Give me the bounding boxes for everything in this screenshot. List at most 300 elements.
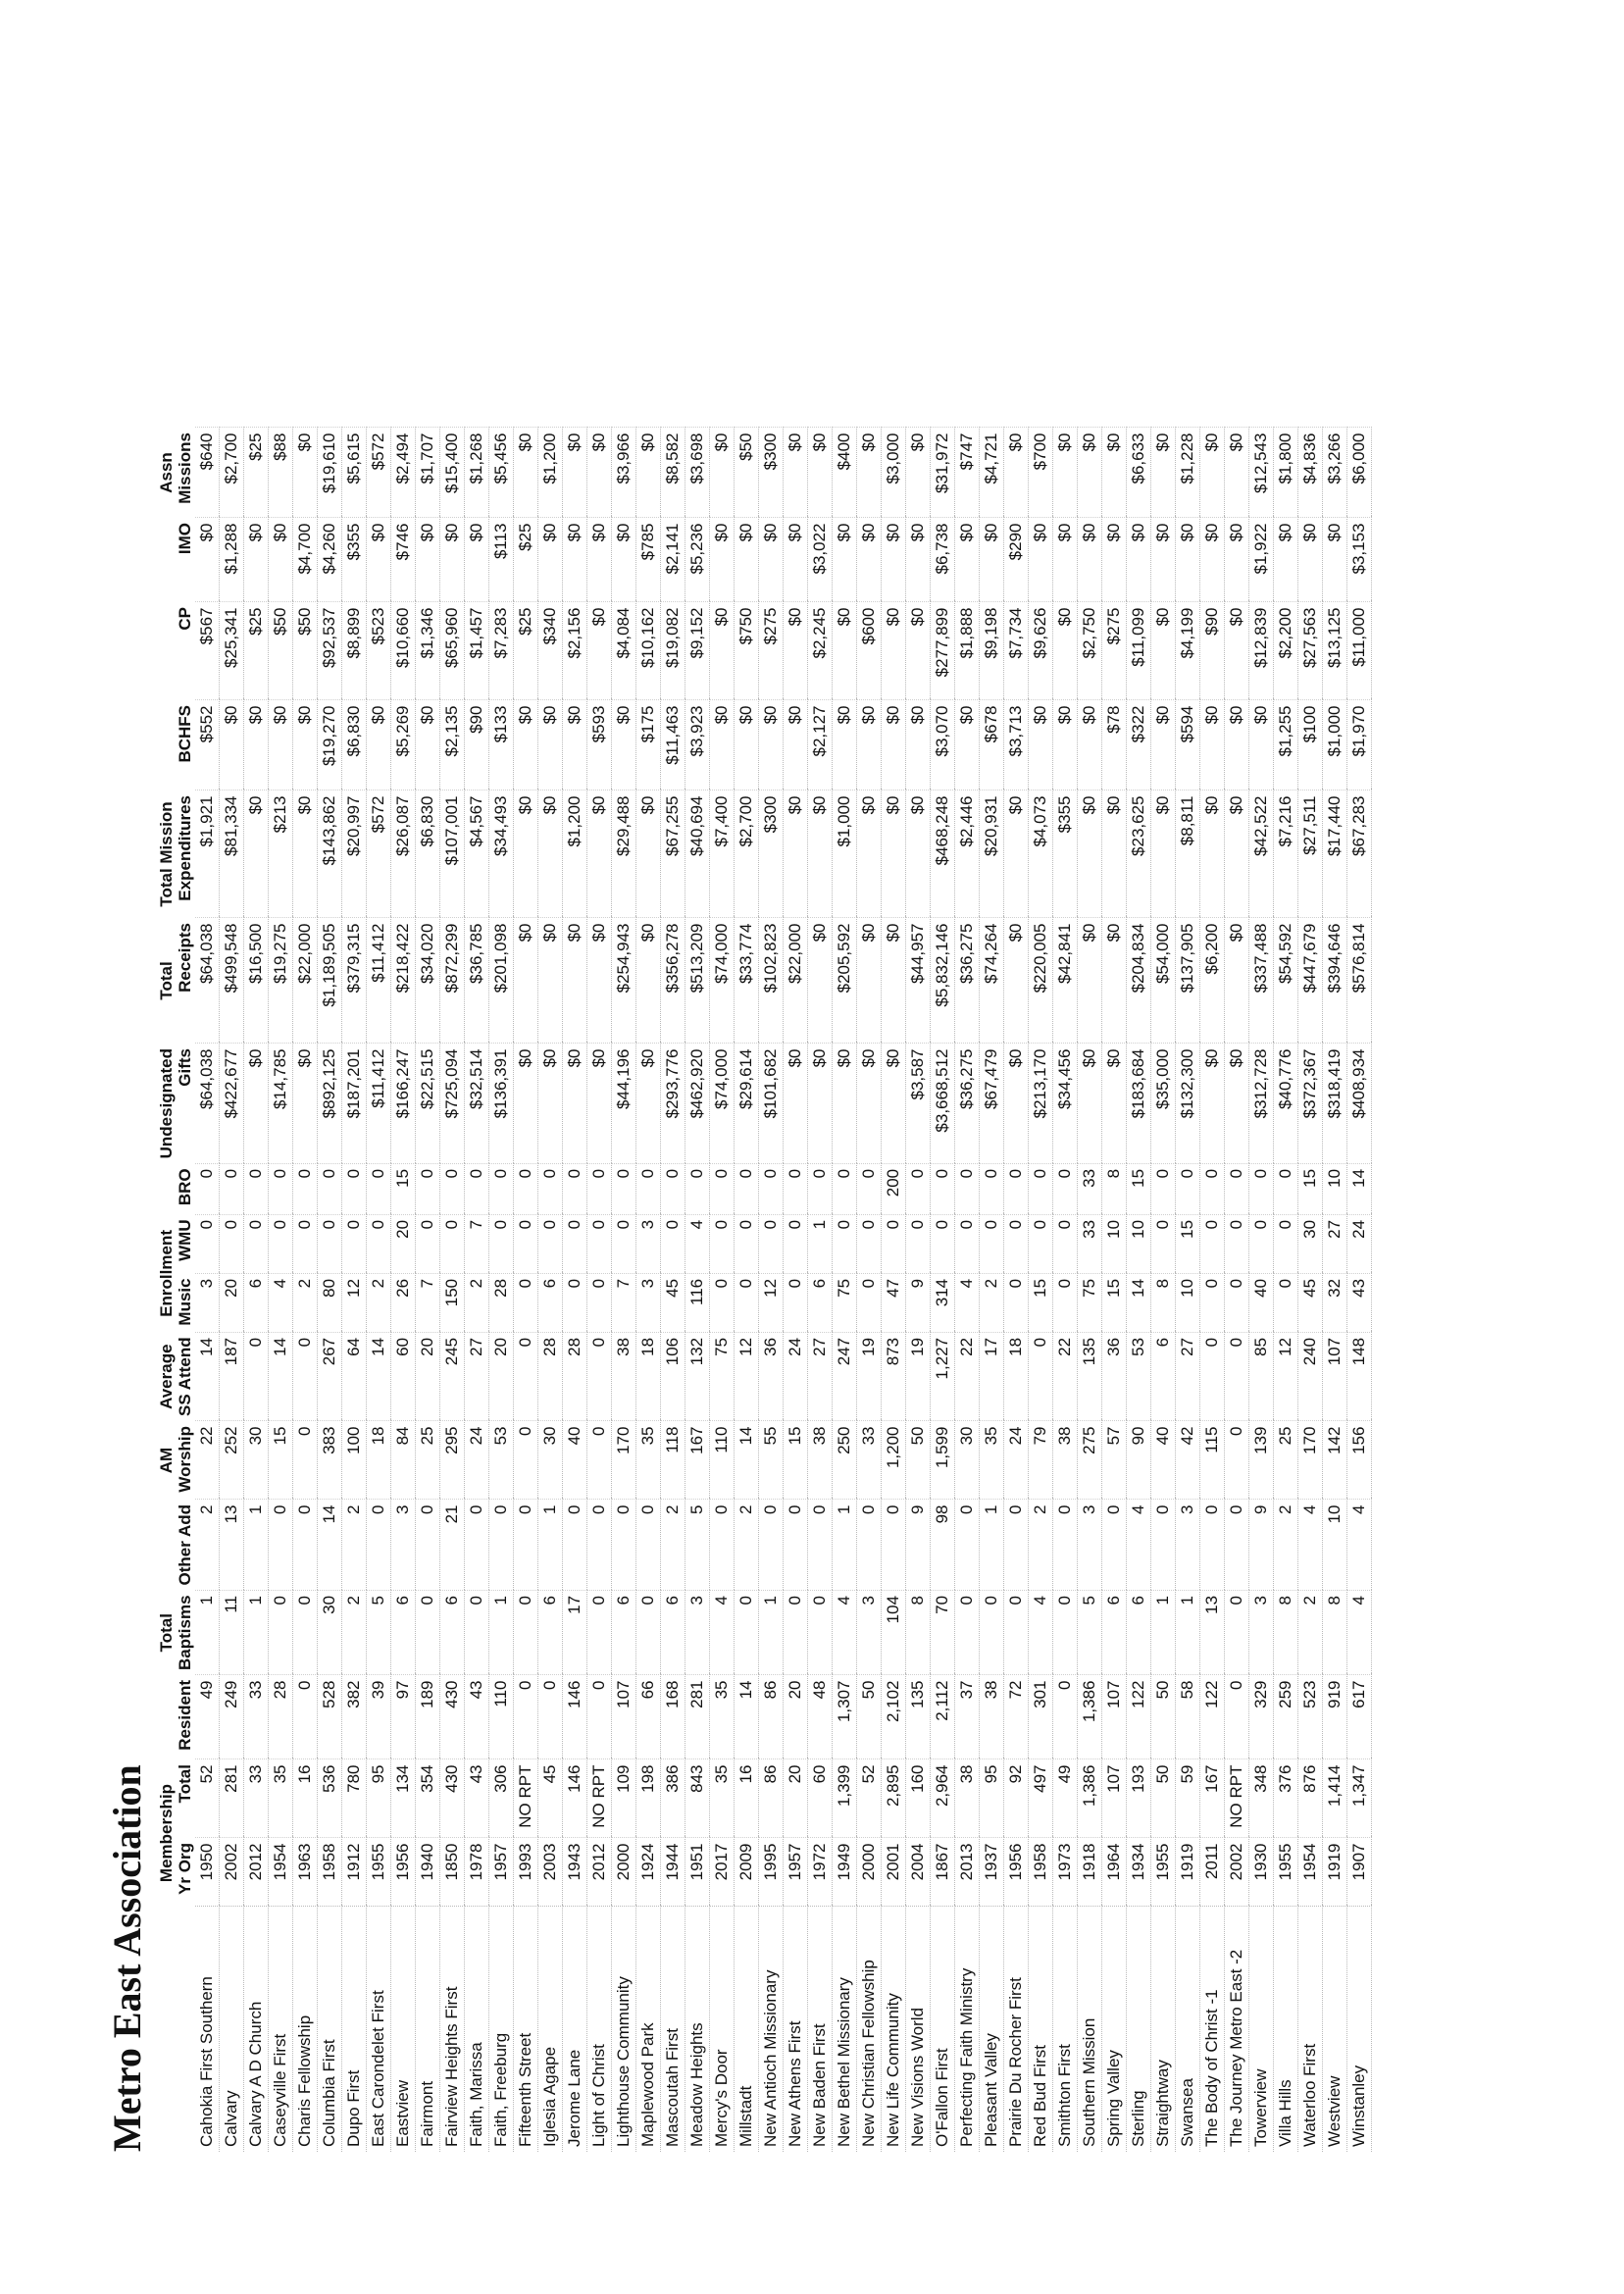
- table-cell: 168: [661, 1675, 685, 1759]
- table-cell: $25: [244, 428, 269, 518]
- table-cell: $0: [244, 700, 269, 790]
- table-cell: $0: [293, 428, 318, 518]
- table-cell: 0: [1200, 1214, 1225, 1273]
- table-cell: $0: [710, 428, 735, 518]
- table-cell: $0: [514, 918, 538, 1044]
- table-cell: 86: [759, 1759, 784, 1838]
- table-cell: $213,170: [1029, 1044, 1053, 1163]
- table-cell: 1940: [416, 1838, 440, 1907]
- table-cell: $0: [587, 428, 612, 518]
- church-name-cell: Iglesia Agape: [538, 1907, 563, 2152]
- table-cell: 189: [416, 1675, 440, 1759]
- table-cell: $33,774: [735, 918, 759, 1044]
- table-cell: $300: [759, 428, 784, 518]
- table-cell: 0: [1004, 1273, 1029, 1332]
- table-cell: 0: [269, 1214, 293, 1273]
- table-row: [367, 428, 391, 2152]
- table-cell: 6: [440, 1590, 465, 1675]
- church-name-cell: Faith, Marissa: [465, 1907, 489, 2152]
- table-cell: $275: [759, 602, 784, 700]
- table-cell: 0: [587, 1273, 612, 1332]
- table-cell: 383: [318, 1421, 342, 1500]
- table-cell: 0: [269, 1500, 293, 1590]
- table-cell: $0: [1249, 700, 1274, 790]
- table-cell: $0: [612, 700, 636, 790]
- table-cell: 1973: [1053, 1838, 1078, 1907]
- table-cell: 376: [1274, 1759, 1298, 1838]
- table-cell: $36,275: [955, 918, 980, 1044]
- table-cell: 53: [1127, 1332, 1151, 1421]
- table-row: [1298, 428, 1323, 2152]
- column-header-row: [176, 428, 195, 2152]
- table-cell: $3,923: [685, 700, 710, 790]
- table-cell: $0: [735, 700, 759, 790]
- table-cell: 27: [465, 1332, 489, 1421]
- table-cell: $0: [784, 1044, 808, 1163]
- column-header: SS Attend: [176, 1337, 194, 1416]
- table-cell: 0: [1274, 1273, 1298, 1332]
- table-cell: 0: [1053, 1214, 1078, 1273]
- table-cell: $0: [465, 518, 489, 602]
- table-cell: 0: [636, 1500, 661, 1590]
- table-cell: 33: [857, 1421, 882, 1500]
- table-cell: 37: [955, 1675, 980, 1759]
- table-cell: 0: [220, 1163, 244, 1214]
- table-cell: $6,830: [342, 700, 367, 790]
- table-cell: 85: [1249, 1332, 1274, 1421]
- table-cell: 12: [1274, 1332, 1298, 1421]
- church-name-cell: Waterloo First: [1298, 1907, 1323, 2152]
- church-name-cell: Calvary A D Church: [244, 1907, 269, 2152]
- table-cell: $275: [1102, 602, 1127, 700]
- table-cell: $22,000: [293, 918, 318, 1044]
- table-cell: $2,446: [955, 790, 980, 918]
- table-cell: 1978: [465, 1838, 489, 1907]
- table-cell: $3,668,512: [931, 1044, 955, 1163]
- table-cell: 2: [735, 1500, 759, 1590]
- table-cell: 24: [1347, 1214, 1372, 1273]
- table-cell: $0: [808, 918, 833, 1044]
- column-header: [176, 1907, 195, 2152]
- table-cell: 167: [1200, 1759, 1225, 1838]
- table-cell: 9: [906, 1273, 931, 1332]
- table-cell: $107,001: [440, 790, 465, 918]
- table-cell: 348: [1249, 1759, 1274, 1838]
- table-cell: $44,196: [612, 1044, 636, 1163]
- table-cell: $422,677: [220, 1044, 244, 1163]
- table-cell: $22,000: [784, 918, 808, 1044]
- table-cell: 1,347: [1347, 1759, 1372, 1838]
- table-cell: 9: [1249, 1500, 1274, 1590]
- table-cell: 252: [220, 1421, 244, 1500]
- table-cell: $27,563: [1298, 602, 1323, 700]
- total-mission-group-header: Total Mission: [157, 801, 176, 907]
- table-cell: $0: [882, 918, 906, 1044]
- table-cell: $4,260: [318, 518, 342, 602]
- table-cell: $1,228: [1176, 428, 1200, 518]
- table-cell: 5: [685, 1500, 710, 1590]
- table-cell: $78: [1102, 700, 1127, 790]
- table-cell: 132: [685, 1332, 710, 1421]
- table-row: [1004, 428, 1029, 2152]
- table-cell: $0: [244, 1044, 269, 1163]
- table-cell: 0: [931, 1214, 955, 1273]
- table-row: [1249, 428, 1274, 2152]
- table-cell: 3: [636, 1214, 661, 1273]
- table-cell: 0: [685, 1163, 710, 1214]
- table-cell: $1,000: [1323, 700, 1347, 790]
- column-header: Other Add: [176, 1504, 194, 1586]
- table-cell: 0: [833, 1214, 857, 1273]
- table-cell: 0: [1004, 1500, 1029, 1590]
- table-cell: 0: [612, 1163, 636, 1214]
- table-cell: $0: [1029, 518, 1053, 602]
- table-cell: 0: [735, 1163, 759, 1214]
- table-cell: 0: [735, 1590, 759, 1675]
- church-name-cell: The Body of Christ -1: [1200, 1907, 1225, 2152]
- table-cell: $0: [636, 428, 661, 518]
- table-cell: $44,957: [906, 918, 931, 1044]
- table-cell: $2,494: [391, 428, 416, 518]
- table-cell: 24: [465, 1421, 489, 1500]
- table-cell: $12,839: [1249, 602, 1274, 700]
- table-cell: 1958: [1029, 1838, 1053, 1907]
- table-cell: 110: [489, 1675, 514, 1759]
- table-cell: $1,189,505: [318, 918, 342, 1044]
- table-cell: 122: [1200, 1675, 1225, 1759]
- table-cell: $3,153: [1347, 518, 1372, 602]
- table-cell: $0: [563, 428, 587, 518]
- table-cell: 0: [636, 1163, 661, 1214]
- table-cell: $133: [489, 700, 514, 790]
- table-cell: 1,307: [833, 1675, 857, 1759]
- table-cell: 2004: [906, 1838, 931, 1907]
- table-cell: 15: [269, 1421, 293, 1500]
- table-cell: 8: [906, 1590, 931, 1675]
- table-cell: 536: [318, 1759, 342, 1838]
- table-cell: $0: [833, 1044, 857, 1163]
- table-cell: 0: [955, 1500, 980, 1590]
- table-row: [293, 428, 318, 2152]
- table-cell: 1964: [1102, 1838, 1127, 1907]
- table-cell: 135: [1078, 1332, 1102, 1421]
- table-cell: $0: [416, 700, 440, 790]
- table-cell: $290: [1004, 518, 1029, 602]
- table-cell: 22: [195, 1421, 220, 1500]
- total-receipts-group-header: Total: [157, 961, 176, 1000]
- table-cell: 15: [391, 1163, 416, 1214]
- table-cell: 0: [514, 1332, 538, 1421]
- table-cell: $0: [808, 1044, 833, 1163]
- table-row: [1323, 428, 1347, 2152]
- table-cell: 35: [710, 1675, 735, 1759]
- table-cell: 18: [367, 1421, 391, 1500]
- table-cell: $394,646: [1323, 918, 1347, 1044]
- table-cell: $0: [882, 602, 906, 700]
- column-header: IMO: [176, 522, 194, 555]
- table-cell: 75: [710, 1332, 735, 1421]
- table-cell: 0: [1274, 1214, 1298, 1273]
- column-header: Music: [176, 1278, 194, 1326]
- column-header: BCHFS: [176, 704, 194, 763]
- table-cell: 0: [587, 1163, 612, 1214]
- table-cell: $0: [833, 700, 857, 790]
- table-cell: 0: [1053, 1273, 1078, 1332]
- table-cell: 0: [587, 1214, 612, 1273]
- table-cell: 109: [612, 1759, 636, 1838]
- church-name-cell: East Carondelet First: [367, 1907, 391, 2152]
- table-cell: $0: [587, 602, 612, 700]
- table-cell: $187,201: [342, 1044, 367, 1163]
- table-cell: $92,537: [318, 602, 342, 700]
- table-cell: $337,488: [1249, 918, 1274, 1044]
- table-cell: $0: [1102, 918, 1127, 1044]
- membership-group-header: Membership: [157, 1783, 176, 1883]
- church-name-cell: New Baden First: [808, 1907, 833, 2152]
- table-cell: $54,000: [1151, 918, 1176, 1044]
- table-cell: $0: [1004, 1044, 1029, 1163]
- table-cell: $27,511: [1298, 790, 1323, 918]
- table-cell: 79: [1029, 1421, 1053, 1500]
- table-row: [514, 428, 538, 2152]
- table-row: [587, 428, 612, 2152]
- table-cell: 5: [367, 1590, 391, 1675]
- table-cell: 0: [489, 1214, 514, 1273]
- table-cell: 167: [685, 1421, 710, 1500]
- table-cell: $1,888: [955, 602, 980, 700]
- church-name-cell: Maplewood Park: [636, 1907, 661, 2152]
- table-cell: 13: [220, 1500, 244, 1590]
- table-cell: 0: [293, 1675, 318, 1759]
- table-cell: $0: [514, 790, 538, 918]
- table-cell: $2,135: [440, 700, 465, 790]
- table-cell: 0: [416, 1590, 440, 1675]
- table-cell: $36,275: [955, 1044, 980, 1163]
- table-cell: $4,836: [1298, 428, 1323, 518]
- table-cell: 0: [416, 1163, 440, 1214]
- table-cell: 38: [612, 1332, 636, 1421]
- table-cell: 33: [1078, 1214, 1102, 1273]
- assn-group-header: Assn: [157, 452, 176, 493]
- church-name-cell: New Bethel Missionary: [833, 1907, 857, 2152]
- table-cell: 12: [735, 1332, 759, 1421]
- table-cell: $17,440: [1323, 790, 1347, 918]
- table-cell: $11,000: [1347, 602, 1372, 700]
- church-name-cell: Straightway: [1151, 1907, 1176, 2152]
- table-cell: 193: [1127, 1759, 1151, 1838]
- table-cell: $0: [1200, 518, 1225, 602]
- table-cell: $74,000: [710, 918, 735, 1044]
- table-cell: $0: [195, 518, 220, 602]
- table-cell: $1,255: [1274, 700, 1298, 790]
- table-cell: 843: [685, 1759, 710, 1838]
- table-row: [1274, 428, 1298, 2152]
- table-cell: 14: [735, 1675, 759, 1759]
- table-cell: 873: [882, 1332, 906, 1421]
- table-cell: 4: [955, 1273, 980, 1332]
- table-cell: 52: [195, 1759, 220, 1838]
- column-header: Yr Org: [176, 1843, 194, 1895]
- table-cell: 0: [1151, 1163, 1176, 1214]
- table-cell: $132,300: [1176, 1044, 1200, 1163]
- table-cell: 0: [465, 1590, 489, 1675]
- table-cell: 0: [1029, 1163, 1053, 1214]
- table-cell: 3: [1176, 1500, 1200, 1590]
- table-cell: 10: [1127, 1214, 1151, 1273]
- table-cell: $9,198: [980, 602, 1004, 700]
- table-cell: $0: [955, 700, 980, 790]
- table-cell: 30: [955, 1421, 980, 1500]
- table-cell: $2,156: [563, 602, 587, 700]
- table-cell: 1867: [931, 1838, 955, 1907]
- church-name-cell: Mascoutah First: [661, 1907, 685, 2152]
- table-row: [1127, 428, 1151, 2152]
- table-cell: 15: [784, 1421, 808, 1500]
- table-cell: 0: [293, 1163, 318, 1214]
- table-cell: 107: [1323, 1332, 1347, 1421]
- table-cell: 0: [293, 1332, 318, 1421]
- table-cell: 2002: [220, 1838, 244, 1907]
- table-cell: 200: [882, 1163, 906, 1214]
- table-cell: 0: [710, 1163, 735, 1214]
- table-cell: 0: [710, 1214, 735, 1273]
- table-cell: 0: [857, 1214, 882, 1273]
- table-cell: 2: [195, 1500, 220, 1590]
- table-cell: 100: [342, 1421, 367, 1500]
- table-cell: $747: [955, 428, 980, 518]
- table-cell: 0: [710, 1273, 735, 1332]
- table-cell: $1,200: [563, 790, 587, 918]
- table-cell: $318,419: [1323, 1044, 1347, 1163]
- church-name-cell: Light of Christ: [587, 1907, 612, 2152]
- table-cell: $36,785: [465, 918, 489, 1044]
- table-cell: 0: [514, 1163, 538, 1214]
- table-cell: $468,248: [931, 790, 955, 918]
- table-row: [244, 428, 269, 2152]
- table-cell: 876: [1298, 1759, 1323, 1838]
- table-cell: $113: [489, 518, 514, 602]
- table-cell: 135: [906, 1675, 931, 1759]
- table-cell: 42: [1176, 1421, 1200, 1500]
- table-cell: 35: [980, 1421, 1004, 1500]
- table-cell: $0: [244, 518, 269, 602]
- table-cell: 0: [538, 1675, 563, 1759]
- table-cell: 52: [857, 1759, 882, 1838]
- table-cell: 22: [955, 1332, 980, 1421]
- table-cell: 2: [1029, 1500, 1053, 1590]
- table-cell: 0: [514, 1214, 538, 1273]
- table-cell: $10,660: [391, 602, 416, 700]
- table-cell: 38: [955, 1759, 980, 1838]
- table-cell: 20: [391, 1214, 416, 1273]
- table-row: [931, 428, 955, 2152]
- church-name-cell: Lighthouse Community: [612, 1907, 636, 2152]
- table-row: [636, 428, 661, 2152]
- table-cell: 1955: [1151, 1838, 1176, 1907]
- table-cell: $50: [735, 428, 759, 518]
- table-cell: $25: [514, 518, 538, 602]
- table-cell: 2: [1274, 1500, 1298, 1590]
- table-cell: 0: [514, 1590, 538, 1675]
- table-cell: 33: [244, 1675, 269, 1759]
- table-cell: $29,614: [735, 1044, 759, 1163]
- table-cell: $143,862: [318, 790, 342, 918]
- table-cell: 329: [1249, 1675, 1274, 1759]
- table-cell: 0: [440, 1163, 465, 1214]
- table-cell: 0: [636, 1590, 661, 1675]
- table-cell: 259: [1274, 1675, 1298, 1759]
- table-cell: 55: [759, 1421, 784, 1500]
- table-cell: 106: [661, 1332, 685, 1421]
- table-cell: 0: [1176, 1163, 1200, 1214]
- table-cell: 6: [538, 1590, 563, 1675]
- table-cell: 170: [612, 1421, 636, 1500]
- table-cell: 19: [857, 1332, 882, 1421]
- table-cell: $576,814: [1347, 918, 1372, 1044]
- church-name-cell: Villa Hills: [1274, 1907, 1298, 2152]
- table-cell: 0: [195, 1163, 220, 1214]
- table-cell: 60: [808, 1759, 833, 1838]
- table-cell: $4,084: [612, 602, 636, 700]
- table-cell: $25,341: [220, 602, 244, 700]
- table-cell: 28: [269, 1675, 293, 1759]
- table-cell: $218,422: [391, 918, 416, 1044]
- table-cell: $0: [955, 518, 980, 602]
- table-cell: 10: [1176, 1273, 1200, 1332]
- table-cell: 0: [906, 1163, 931, 1214]
- table-cell: 1924: [636, 1838, 661, 1907]
- table-cell: 17: [980, 1332, 1004, 1421]
- table-cell: 4: [1298, 1500, 1323, 1590]
- table-cell: $0: [857, 918, 882, 1044]
- table-cell: 148: [1347, 1332, 1372, 1421]
- table-cell: 1,599: [931, 1421, 955, 1500]
- table-cell: $12,543: [1249, 428, 1274, 518]
- table-cell: 12: [342, 1273, 367, 1332]
- table-cell: $40,776: [1274, 1044, 1298, 1163]
- table-cell: $0: [1225, 790, 1249, 918]
- table-cell: 2001: [882, 1838, 906, 1907]
- table-cell: 104: [882, 1590, 906, 1675]
- table-cell: $42,841: [1053, 918, 1078, 1044]
- table-cell: $462,920: [685, 1044, 710, 1163]
- table-cell: 1972: [808, 1838, 833, 1907]
- table-cell: $0: [882, 518, 906, 602]
- table-row: [1102, 428, 1127, 2152]
- table-cell: 1: [833, 1500, 857, 1590]
- table-cell: $2,200: [1274, 602, 1298, 700]
- table-cell: 0: [1102, 1500, 1127, 1590]
- table-cell: 14: [269, 1332, 293, 1421]
- table-cell: 0: [1225, 1421, 1249, 1500]
- table-cell: 0: [563, 1500, 587, 1590]
- table-cell: $0: [612, 518, 636, 602]
- table-cell: 187: [220, 1332, 244, 1421]
- table-cell: 0: [882, 1500, 906, 1590]
- table-cell: $9,626: [1029, 602, 1053, 700]
- table-cell: 10: [1102, 1214, 1127, 1273]
- table-cell: $0: [514, 428, 538, 518]
- table-cell: 95: [980, 1759, 1004, 1838]
- table-cell: $293,776: [661, 1044, 685, 1163]
- table-cell: $0: [833, 602, 857, 700]
- table-cell: $0: [735, 518, 759, 602]
- table-cell: 5: [1078, 1590, 1102, 1675]
- table-cell: $90: [1200, 602, 1225, 700]
- table-cell: $2,700: [735, 790, 759, 918]
- table-cell: 1937: [980, 1838, 1004, 1907]
- table-cell: 0: [955, 1163, 980, 1214]
